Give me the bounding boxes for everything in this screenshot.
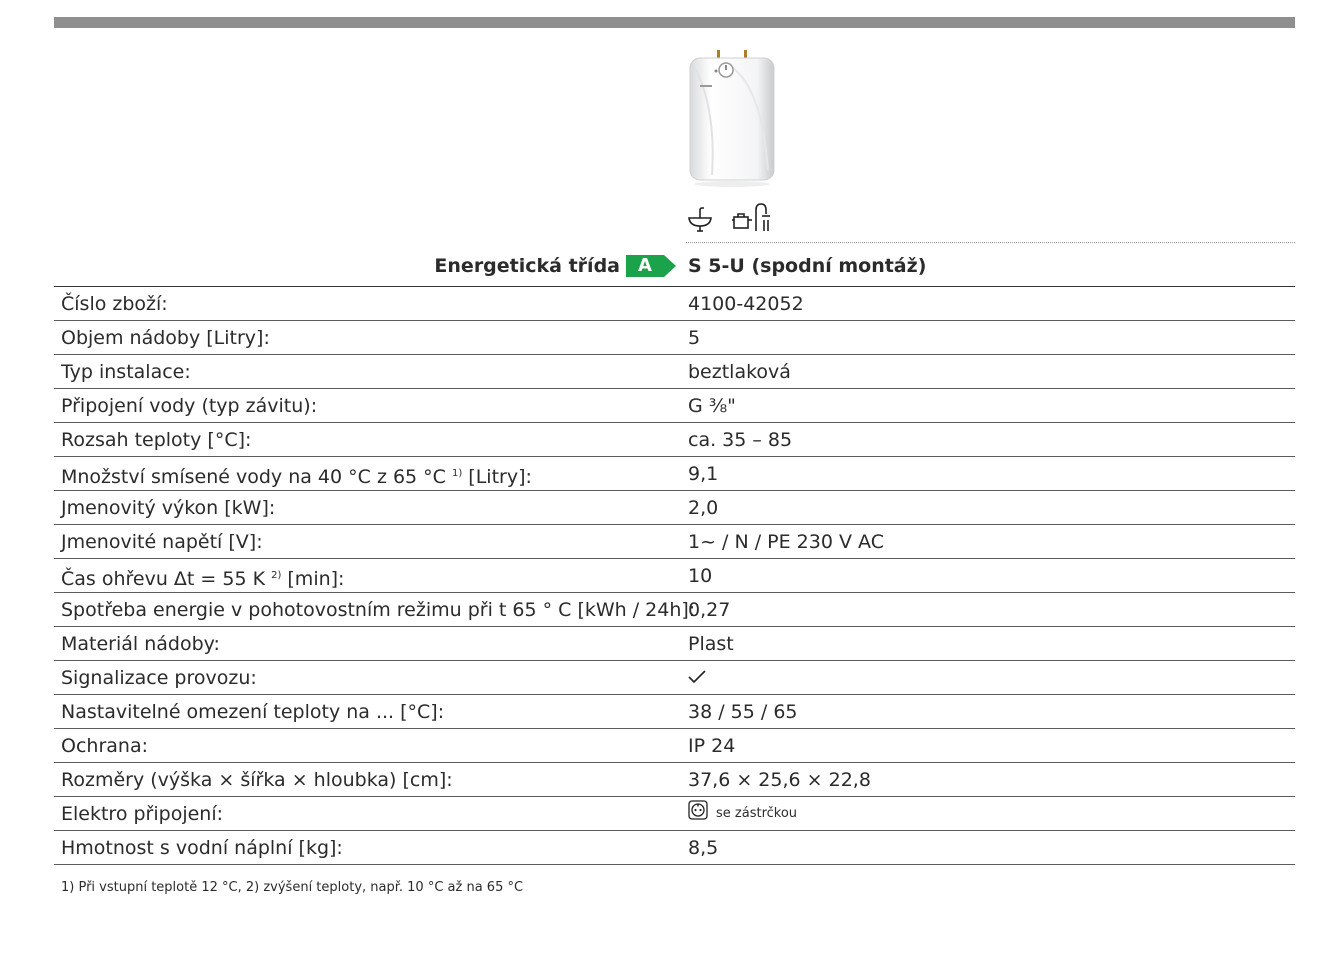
spec-label: Rozměry (výška × šířka × hloubka) [cm]: <box>61 769 453 791</box>
spec-label-text: Čas ohřevu Δt = 55 K <box>61 568 272 590</box>
spec-value: 8,5 <box>688 836 719 859</box>
spec-value: 9,1 <box>688 462 719 485</box>
spec-label: Signalizace provozu: <box>61 667 257 689</box>
spec-label: Objem nádoby [Litry]: <box>61 327 270 349</box>
sink-icon <box>686 206 714 236</box>
spec-label: Číslo zboží: <box>61 293 168 315</box>
spec-value: 37,6 × 25,6 × 22,8 <box>688 768 871 791</box>
spec-row <box>54 729 1295 763</box>
spec-label: Typ instalace: <box>61 361 191 383</box>
spec-row <box>54 797 1295 831</box>
spec-label: Elektro připojení: <box>61 803 224 825</box>
energy-class-badge <box>626 255 676 277</box>
spec-row <box>54 695 1295 729</box>
spec-row <box>54 525 1295 559</box>
spec-row <box>54 389 1295 423</box>
energy-class-label: Energetická třída <box>434 255 620 277</box>
spec-value: 10 <box>688 564 713 587</box>
spec-value: 0,27 <box>688 598 731 621</box>
water-heater-image <box>686 50 778 188</box>
footnote: 1) Při vstupní teplotě 12 °C, 2) zvýšení teploty, např. 10 °C až na 65 °C <box>61 880 524 895</box>
spec-row <box>54 355 1295 389</box>
spec-row <box>54 763 1295 797</box>
spec-row <box>54 423 1295 457</box>
spec-value-text: se zástrčkou <box>716 805 798 821</box>
spec-label-unit: [min]: <box>281 568 345 590</box>
spec-value: beztlaková <box>688 360 791 383</box>
footnote-ref: 1) <box>451 468 463 479</box>
spec-label: Rozsah teploty [°C]: <box>61 429 252 451</box>
kitchen-tap-icon <box>732 202 772 236</box>
spec-label-unit: [Litry]: <box>462 466 532 488</box>
spec-label <box>61 457 532 490</box>
spec-row <box>54 661 1295 695</box>
spec-row <box>54 491 1295 525</box>
spec-label: Nastavitelné omezení teploty na ... [°C]: <box>61 701 445 723</box>
spec-row <box>54 287 1295 321</box>
spec-label: Materiál nádoby: <box>61 633 220 655</box>
spec-row <box>54 593 1295 627</box>
spec-row <box>54 559 1295 593</box>
spec-row <box>54 457 1295 491</box>
spec-label: Spotřeba energie v pohotovostním režimu při t 65 ° C [kWh / 24h]: <box>61 599 696 621</box>
energy-class-value: A <box>638 255 652 276</box>
footnote-ref: 2) <box>271 570 282 581</box>
spec-table <box>54 286 1295 865</box>
spec-value: 5 <box>688 326 701 349</box>
spec-value: 38 / 55 / 65 <box>688 700 798 723</box>
spec-value: Plast <box>688 632 734 655</box>
spec-label: Připojení vody (typ závitu): <box>61 395 318 417</box>
spec-row <box>54 627 1295 661</box>
spec-row <box>54 321 1295 355</box>
spec-label <box>61 559 344 592</box>
spec-value: G ⅜" <box>688 394 736 417</box>
spec-label-text: Množství smísené vody na 40 °C z 65 °C <box>61 466 452 488</box>
spec-label: Jmenovitý výkon [kW]: <box>61 497 276 519</box>
energy-class-block <box>54 253 676 279</box>
socket-icon <box>688 797 708 831</box>
spec-value: IP 24 <box>688 734 736 757</box>
spec-value: 4100-42052 <box>688 292 804 315</box>
usage-icons <box>686 206 772 236</box>
top-divider-bar <box>54 17 1295 28</box>
spec-value <box>688 661 706 694</box>
checkmark-icon <box>688 661 706 695</box>
spec-label: Jmenovité napětí [V]: <box>61 531 263 553</box>
spec-value: ca. 35 – 85 <box>688 428 793 451</box>
spec-value: 2,0 <box>688 496 719 519</box>
spec-label: Hmotnost s vodní náplní [kg]: <box>61 837 343 859</box>
model-name: S 5-U (spodní montáž) <box>688 255 927 277</box>
spec-label: Ochrana: <box>61 735 148 757</box>
spec-value <box>688 797 797 830</box>
spec-value: 1~ / N / PE 230 V AC <box>688 530 884 553</box>
spec-row <box>54 831 1295 865</box>
dotted-separator <box>686 242 1295 243</box>
